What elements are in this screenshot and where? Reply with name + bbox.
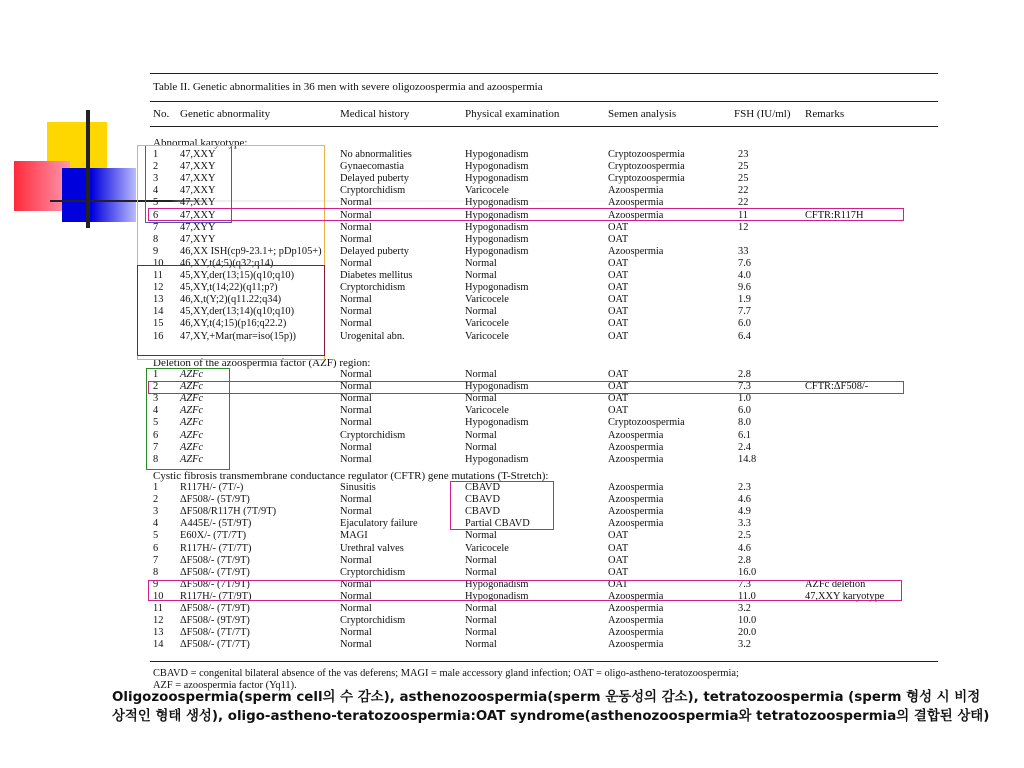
cell-fsh: 7.7	[738, 306, 751, 318]
cell-semen: OAT	[608, 554, 629, 566]
cell-semen: OAT	[608, 542, 629, 554]
section-title: Cystic fibrosis transmembrane conductance regulator (CFTR) gene mutations (T-Stretch):	[153, 470, 549, 482]
cell-history: Normal	[340, 417, 372, 429]
cell-history: Ejaculatory failure	[340, 518, 418, 530]
header-semen: Semen analysis	[608, 108, 677, 120]
top-rule	[150, 73, 938, 74]
cell-genetic: AZFc	[180, 429, 204, 441]
cell-fsh: 1.0	[738, 393, 751, 405]
cell-physical: Hypogonadism	[465, 233, 529, 245]
cell-physical: Normal	[465, 369, 497, 380]
cell-history: Urethral valves	[340, 542, 404, 554]
cell-genetic: 46,XX ISH(cp9-23.1+; pDp105+)	[180, 245, 322, 257]
cell-fsh: 7.6	[738, 257, 751, 269]
cell-semen: OAT	[608, 282, 629, 294]
cell-genetic: 45,XY,der(13;15)(q10;q10)	[180, 270, 295, 281]
cell-genetic: 45,XY,t(14;22)(q11;p?)	[180, 282, 278, 294]
cell-genetic: ΔF508/- (9T/9T)	[180, 615, 250, 627]
cell-history: MAGI	[340, 530, 368, 542]
cell-physical: Normal	[465, 554, 497, 566]
cell-genetic: 47,XYY	[180, 221, 216, 233]
cell-semen: Azoospermia	[608, 197, 664, 209]
cell-semen: Cryptozoospermia	[608, 417, 685, 429]
cell-fsh: 33	[738, 245, 749, 257]
cell-genetic: 45,XY,der(13;14)(q10;q10)	[180, 306, 295, 318]
cell-fsh: 4.6	[738, 494, 751, 506]
cell-no: 2	[153, 381, 159, 393]
cell-remarks: AZFc deletion	[805, 578, 866, 590]
cell-history: Normal	[340, 306, 372, 318]
cell-fsh: 7.3	[738, 578, 751, 590]
cell-physical: Normal	[465, 393, 497, 405]
cell-no: 13	[153, 627, 164, 639]
cell-history: Cryptorchidism	[340, 615, 406, 627]
cell-semen: OAT	[608, 257, 629, 269]
cell-physical: Normal	[465, 639, 497, 651]
cell-genetic: 46,X,t(Y;2)(q11.22;q34)	[180, 294, 282, 306]
cell-semen: OAT	[608, 306, 629, 318]
cell-physical: CBAVD	[465, 494, 501, 506]
section-title: Abnormal karyotype:	[153, 137, 248, 149]
cell-history: Normal	[340, 318, 372, 330]
cell-history: Cryptorchidism	[340, 429, 406, 441]
cell-semen: OAT	[608, 270, 629, 281]
cell-fsh: 3.2	[738, 639, 751, 651]
cell-semen: Cryptozoospermia	[608, 161, 685, 173]
cell-physical: Hypogonadism	[465, 245, 529, 257]
cell-semen: OAT	[608, 294, 629, 306]
cell-history: No abnormalities	[340, 149, 412, 160]
cell-semen: Azoospermia	[608, 209, 664, 221]
cell-history: Normal	[340, 209, 372, 221]
cell-physical: Normal	[465, 627, 497, 639]
cell-no: 4	[153, 185, 159, 197]
cell-no: 1	[153, 149, 159, 160]
cell-no: 3	[153, 393, 159, 405]
cell-physical: Hypogonadism	[465, 282, 529, 294]
cell-no: 8	[153, 233, 159, 245]
header-genetic: Genetic abnormality	[180, 108, 271, 120]
cell-semen: OAT	[608, 369, 629, 380]
header-physical: Physical examination	[465, 108, 560, 120]
cell-semen: Azoospermia	[608, 185, 664, 197]
cell-genetic: 47,XXY	[180, 197, 216, 209]
cell-no: 2	[153, 161, 159, 173]
footnote-line-2: AZF = azoospermia factor (Yq11).	[153, 680, 297, 691]
cell-no: 11	[153, 603, 164, 614]
cell-physical: Varicocele	[465, 185, 509, 197]
cell-no: 15	[153, 318, 164, 330]
cell-history: Normal	[340, 554, 372, 566]
cell-history: Normal	[340, 294, 372, 306]
cell-fsh: 25	[738, 173, 749, 185]
table-figure	[140, 70, 940, 690]
cell-semen: OAT	[608, 393, 629, 405]
cell-fsh: 4.9	[738, 506, 751, 518]
cell-genetic: AZFc	[180, 381, 204, 393]
cell-fsh: 2.5	[738, 530, 751, 542]
cell-physical: Varicocele	[465, 542, 509, 554]
cell-physical: Varicocele	[465, 318, 509, 330]
cell-no: 9	[153, 245, 159, 257]
cell-semen: Azoospermia	[608, 590, 664, 602]
cell-history: Normal	[340, 506, 372, 518]
cell-genetic: ΔF508/- (7T/9T)	[180, 578, 250, 590]
cell-fsh: 22	[738, 197, 749, 209]
cell-genetic: R117H/- (7T/7T)	[180, 542, 252, 554]
cell-semen: Azoospermia	[608, 494, 664, 506]
cell-history: Normal	[340, 381, 372, 393]
footnote-line-1: CBAVD = congenital bilateral absence of the vas deferens; MAGI = male accessory gland infection; OAT = oligo-astheno-teratozoospermia;	[153, 668, 739, 679]
cell-genetic: 47,XXY	[180, 149, 216, 160]
cell-fsh: 4.0	[738, 270, 751, 281]
cell-physical: Normal	[465, 270, 497, 281]
cell-physical: Varicocele	[465, 405, 509, 417]
highlight-box-cbavd	[450, 481, 554, 530]
cell-no: 5	[153, 197, 159, 209]
cell-history: Delayed puberty	[340, 245, 409, 257]
cell-semen: OAT	[608, 233, 629, 245]
cell-physical: Hypogonadism	[465, 381, 529, 393]
cell-physical: Hypogonadism	[465, 161, 529, 173]
decor-blue-square	[62, 168, 136, 222]
highlight-rows-cftr-9-10	[148, 580, 902, 601]
header-bottom-rule	[150, 126, 938, 127]
cell-physical: Hypogonadism	[465, 417, 529, 429]
cell-physical: Hypogonadism	[465, 221, 529, 233]
cell-fsh: 3.2	[738, 603, 751, 614]
section-title: Deletion of the azoospermia factor (AZF) region:	[153, 357, 371, 369]
cell-fsh: 2.8	[738, 554, 751, 566]
cell-genetic: ΔF508/- (7T/9T)	[180, 554, 250, 566]
cell-no: 12	[153, 615, 164, 627]
cell-no: 6	[153, 209, 159, 221]
cell-fsh: 22	[738, 185, 749, 197]
cell-no: 11	[153, 270, 164, 281]
cell-semen: Azoospermia	[608, 615, 664, 627]
cell-physical: Normal	[465, 530, 497, 542]
cell-fsh: 7.3	[738, 381, 751, 393]
cell-history: Normal	[340, 405, 372, 417]
cell-no: 5	[153, 530, 159, 542]
cell-no: 7	[153, 441, 159, 453]
cell-physical: Hypogonadism	[465, 578, 529, 590]
cell-genetic: 47,XXY	[180, 185, 216, 197]
cell-no: 13	[153, 294, 164, 306]
cell-no: 9	[153, 578, 159, 590]
cell-semen: Azoospermia	[608, 245, 664, 257]
cell-physical: CBAVD	[465, 482, 501, 493]
cell-physical: Partial CBAVD	[465, 518, 530, 530]
cell-fsh: 12	[738, 221, 749, 233]
cell-genetic: AZFc	[180, 453, 204, 465]
cell-remarks: CFTR:R117H	[805, 209, 864, 221]
cell-semen: Azoospermia	[608, 441, 664, 453]
cell-no: 4	[153, 405, 159, 417]
cell-history: Normal	[340, 603, 372, 614]
cell-physical: Hypogonadism	[465, 590, 529, 602]
cell-genetic: AZFc	[180, 417, 204, 429]
cell-no: 1	[153, 369, 159, 380]
cell-no: 7	[153, 221, 159, 233]
cell-no: 3	[153, 506, 159, 518]
korean-explanation-text: Oligozoospermia(sperm cell의 수 감소), asthenozoospermia(sperm 운동성의 감소), tetratozoospermia (sperm 형성 시 비정상적인 형태 생성), oligo-astheno-teratozoospermia:OAT syndrome(asthenozoospermia와 tetratozoospermia의 결합된 상태)	[112, 690, 990, 724]
cell-no: 10	[153, 257, 164, 269]
cell-genetic: 47,XY,+Mar(mar=iso(15p))	[180, 330, 296, 342]
cell-history: Diabetes mellitus	[340, 270, 413, 281]
cell-history: Normal	[340, 257, 372, 269]
cell-genetic: ΔF508/- (5T/9T)	[180, 494, 250, 506]
cell-semen: OAT	[608, 318, 629, 330]
cell-fsh: 1.9	[738, 294, 751, 306]
cell-genetic: ΔF508/- (7T/9T)	[180, 566, 250, 578]
cell-fsh: 20.0	[738, 627, 757, 639]
cell-no: 10	[153, 590, 164, 602]
cell-semen: Cryptozoospermia	[608, 173, 685, 185]
cell-history: Normal	[340, 369, 372, 380]
cell-genetic: AZFc	[180, 405, 204, 417]
cell-semen: Azoospermia	[608, 429, 664, 441]
highlight-row-6	[148, 208, 904, 221]
cell-history: Normal	[340, 627, 372, 639]
cell-physical: Hypogonadism	[465, 149, 529, 160]
cell-physical: Varicocele	[465, 294, 509, 306]
cell-history: Normal	[340, 578, 372, 590]
cell-no: 6	[153, 542, 159, 554]
cell-genetic: E60X/- (7T/7T)	[180, 530, 247, 542]
cell-no: 2	[153, 494, 159, 506]
cell-physical: Normal	[465, 441, 497, 453]
cell-genetic: R117H/- (7T/9T)	[180, 590, 252, 602]
cell-history: Normal	[340, 393, 372, 405]
cell-history: Normal	[340, 590, 372, 602]
cell-fsh: 6.0	[738, 405, 751, 417]
cell-genetic: 47,XXY	[180, 173, 216, 185]
cell-fsh: 25	[738, 161, 749, 173]
cell-fsh: 2.4	[738, 441, 751, 453]
cell-semen: OAT	[608, 221, 629, 233]
cell-genetic: AZFc	[180, 393, 204, 405]
cell-genetic: ΔF508/- (7T/7T)	[180, 639, 250, 651]
cell-no: 4	[153, 518, 159, 530]
cell-physical: Normal	[465, 566, 497, 578]
cell-physical: CBAVD	[465, 506, 501, 518]
cell-no: 14	[153, 639, 164, 651]
header-remarks: Remarks	[805, 108, 845, 120]
cell-genetic: 46,XY,t(4;5)(q32;q14)	[180, 257, 274, 269]
cell-physical: Hypogonadism	[465, 173, 529, 185]
cell-history: Delayed puberty	[340, 173, 409, 185]
cell-fsh: 8.0	[738, 417, 751, 429]
cell-history: Normal	[340, 233, 372, 245]
table-bottom-rule	[150, 661, 938, 662]
cell-semen: Azoospermia	[608, 506, 664, 518]
cell-semen: Azoospermia	[608, 639, 664, 651]
cell-semen: Azoospermia	[608, 482, 664, 493]
cell-physical: Varicocele	[465, 330, 509, 342]
cell-fsh: 6.4	[738, 330, 751, 342]
cell-fsh: 11	[738, 209, 749, 221]
cell-fsh: 23	[738, 149, 749, 160]
header-no: No.	[153, 108, 170, 120]
cell-fsh: 10.0	[738, 615, 757, 627]
cell-genetic: 46,XY,t(4;15)(p16;q22.2)	[180, 318, 287, 330]
cell-physical: Hypogonadism	[465, 453, 529, 465]
cell-physical: Normal	[465, 615, 497, 627]
cell-no: 7	[153, 554, 159, 566]
cell-no: 5	[153, 417, 159, 429]
cell-genetic: AZFc	[180, 441, 204, 453]
cell-semen: OAT	[608, 381, 629, 393]
cell-semen: Azoospermia	[608, 627, 664, 639]
cell-semen: OAT	[608, 530, 629, 542]
decor-vertical-line	[86, 110, 90, 228]
cell-semen: OAT	[608, 330, 629, 342]
cell-fsh: 3.3	[738, 518, 751, 530]
cell-physical: Normal	[465, 306, 497, 318]
cell-physical: Normal	[465, 257, 497, 269]
cell-history: Normal	[340, 494, 372, 506]
cell-semen: Azoospermia	[608, 518, 664, 530]
cell-history: Normal	[340, 441, 372, 453]
cell-no: 14	[153, 306, 164, 318]
cell-fsh: 9.6	[738, 282, 751, 294]
cell-physical: Normal	[465, 603, 497, 614]
cell-history: Cryptorchidism	[340, 282, 406, 294]
cell-no: 8	[153, 566, 159, 578]
cell-semen: OAT	[608, 405, 629, 417]
cell-genetic: ΔF508/- (7T/9T)	[180, 603, 250, 614]
cell-genetic: ΔF508/R117H (7T/9T)	[180, 506, 277, 518]
cell-history: Sinusitis	[340, 482, 376, 493]
cell-fsh: 2.8	[738, 369, 751, 380]
cell-genetic: 47,XYY	[180, 233, 216, 245]
cell-no: 1	[153, 482, 159, 493]
cell-fsh: 14.8	[738, 453, 757, 465]
cell-remarks: CFTR:ΔF508/-	[805, 381, 869, 393]
cell-history: Normal	[340, 197, 372, 209]
cell-genetic: AZFc	[180, 369, 204, 380]
cell-history: Normal	[340, 221, 372, 233]
cell-history: Gynaecomastia	[340, 161, 405, 173]
cell-semen: Azoospermia	[608, 453, 664, 465]
cell-no: 16	[153, 330, 164, 342]
header-top-rule	[150, 101, 938, 102]
cell-physical: Normal	[465, 429, 497, 441]
cell-history: Urogenital abn.	[340, 330, 405, 342]
cell-genetic: ΔF508/- (7T/7T)	[180, 627, 250, 639]
cell-fsh: 11.0	[738, 590, 756, 602]
header-fsh: FSH (IU/ml)	[734, 108, 791, 120]
header-history: Medical history	[340, 108, 410, 120]
cell-no: 8	[153, 453, 159, 465]
cell-semen: OAT	[608, 566, 629, 578]
cell-semen: Cryptozoospermia	[608, 149, 685, 160]
cell-no: 6	[153, 429, 159, 441]
cell-semen: OAT	[608, 578, 629, 590]
cell-history: Normal	[340, 639, 372, 651]
highlight-box-maroon	[137, 265, 325, 356]
cell-fsh: 4.6	[738, 542, 751, 554]
cell-genetic: 47,XXY	[180, 209, 216, 221]
cell-history: Normal	[340, 453, 372, 465]
cell-remarks: 47,XXY karyotype	[805, 590, 885, 602]
cell-physical: Hypogonadism	[465, 197, 529, 209]
cell-genetic: 47,XXY	[180, 161, 216, 173]
cell-physical: Hypogonadism	[465, 209, 529, 221]
cell-semen: Azoospermia	[608, 603, 664, 614]
cell-fsh: 2.3	[738, 482, 751, 493]
cell-history: Cryptorchidism	[340, 185, 406, 197]
cell-fsh: 6.1	[738, 429, 751, 441]
cell-fsh: 6.0	[738, 318, 751, 330]
table-caption: Table II. Genetic abnormalities in 36 men with severe oligozoospermia and azoospermia	[153, 81, 543, 93]
cell-genetic: R117H/- (7T/-)	[180, 482, 244, 493]
highlight-row-azf-2	[148, 381, 904, 394]
cell-no: 12	[153, 282, 164, 294]
cell-fsh: 16.0	[738, 566, 757, 578]
cell-genetic: A445E/- (5T/9T)	[180, 518, 252, 530]
cell-no: 3	[153, 173, 159, 185]
cell-history: Cryptorchidism	[340, 566, 406, 578]
